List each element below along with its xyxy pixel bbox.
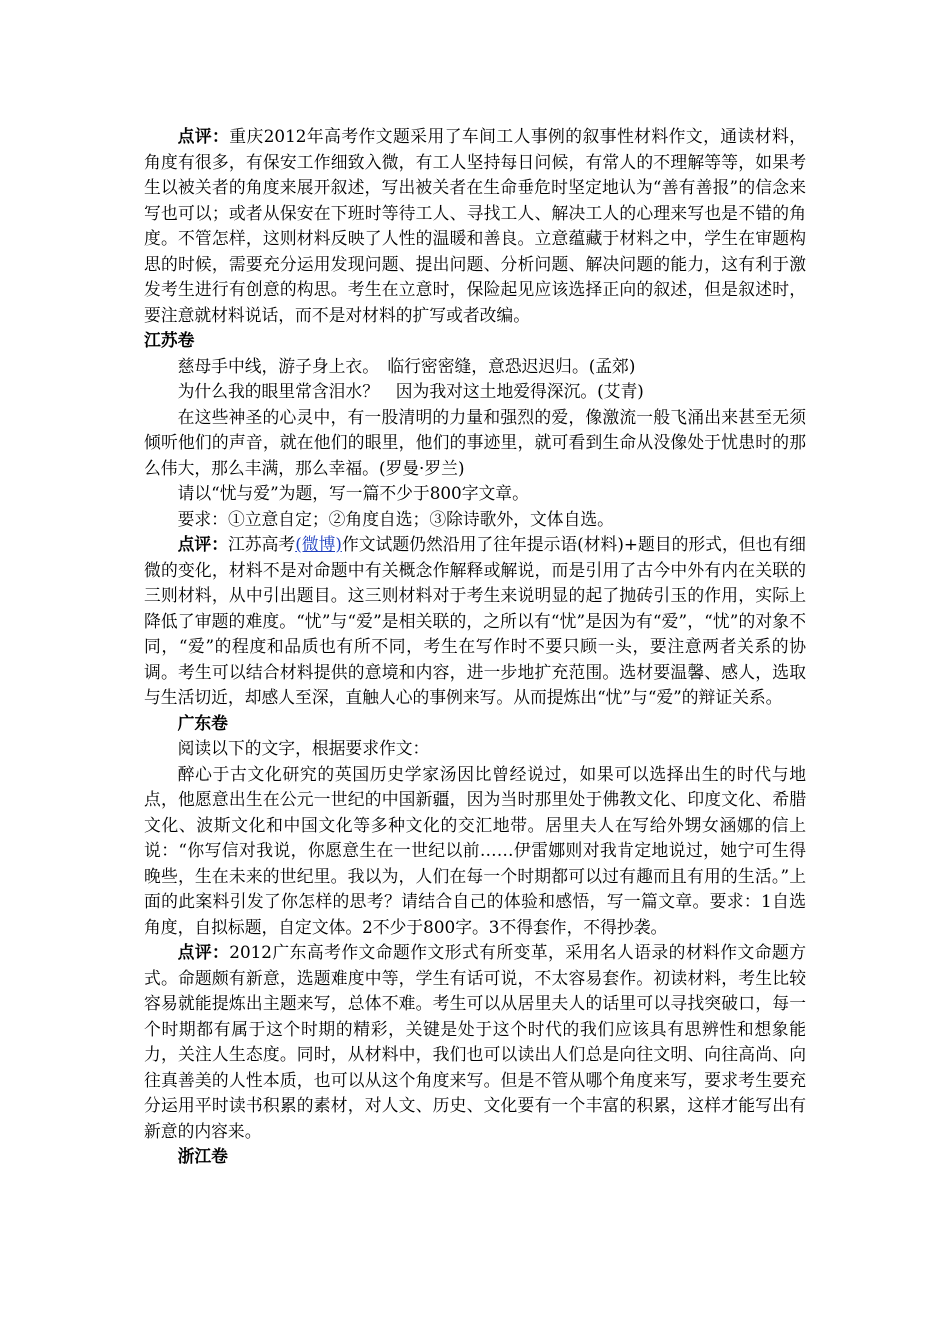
poem-meng-jiao: 慈母手中线，游子身上衣。 临行密密缝，意恐迟迟归。(孟郊) — [177, 355, 636, 376]
comment-text: 2012广东高考作文命题作文形式有所变革，采用名人语录的材料作文命题方式。命题颇有新意，选题难度中等，学生有话可说，不太容易套作。初读材料，考生比较容易就能提炼出主题来写，总体不难。考生可以从居里夫人的话里可以寻找突破口，每一个时期都有属于这个时期的精彩，关键是处于这个时代的我们应该具有思辨性和想象能力，关注人生态度。同时，从材料中，我们也可以读出人们总是向往文明、向往高尚、向往真善美的人性本质，也可以从这个角度来写。但是不管从哪个角度来写，要求考生要充分运用平时读书积累的素材，对人文、历史、文化要有一个丰富的积累，这样才能写出有新意的内容来。 — [144, 942, 806, 1141]
section-heading-jiangsu: 江苏卷 — [144, 330, 195, 350]
poem-ai-qing: 为什么我的眼里常含泪水？ 因为我对这土地爱得深沉。(艾青) — [177, 381, 644, 401]
jiangsu-requirements: 要求：①立意自定；②角度自选；③除诗歌外，文体自选。 — [177, 508, 614, 529]
weibo-link[interactable]: (微博) — [295, 534, 342, 554]
jiangsu-task: 请以“忧与爱”为题，写一篇不少于800字文章。 — [177, 483, 529, 503]
guangdong-instruction: 阅读以下的文字，根据要求作文： — [177, 738, 430, 758]
guangdong-comment — [144, 940, 806, 1144]
comment-text: 重庆2012年高考作文题采用了车间工人事例的叙事性材料作文，通读材料，角度有很多，有保安工作细致入微，有工人坚持每日问候，有常人的不理解等等，如果考生以被关者的角度来展开叙述，写出被关者在生命垂危时坚定地认为“善有善报”的信念来写也可以；或者从保安在下班时等待工人、寻找工人、解决工人的心理来写也是不错的角度。不管怎样，这则材料反映了人性的温暖和善良。立意蕴藏于材料之中，学生在审题构思的时候，需要充分运用发现问题、提出问题、分析问题、解决问题的能力，这有利于激发考生进行有创意的构思。考生在立意时，保险起见应该选择正向的叙述，但是叙述时，要注意就材料说话，而不是对材料的扩写或者改编。 — [144, 126, 806, 325]
comment-label: 点评： — [177, 534, 228, 554]
guangdong-material: 醉心于古文化研究的英国历史学家汤因比曾经说过，如果可以选择出生的时代与地点，他愿意出生在公元一世纪的中国新疆，因为当时那里处于佛教文化、印度文化、希腊文化、波斯文化和中国文化等多种文化的交汇地带。居里夫人在写给外甥女涵娜的信上说：“你写信对我说，你愿意生在一世纪以前……伊雷娜则对我肯定地说过，她宁可生得晚些，生在未来的世纪里。我以为，人们在每一个时期都可以过有趣而且有用的生活。”上面的此案料引发了你怎样的思考？请结合自己的体验和感悟，写一篇文章。要求：1自选角度，自拟标题，自定文体。2不少于800字。3不得套作，不得抄袭。 — [144, 763, 806, 937]
chongqing-comment — [144, 124, 806, 328]
section-heading-zhejiang: 浙江卷 — [177, 1146, 228, 1166]
section-heading-guangdong: 广东卷 — [177, 712, 228, 733]
comment-text-post: 作文试题仍然沿用了往年提示语(材料)+题目的形式，但也有细微的变化，材料不是对命题中有关概念作解释或解说，而是引用了古今中外有内在关联的三则材料，从中引出题目。这三则材料对于考生来说明显的起了抛砖引玉的作用，实际上降低了审题的难度。“忧”与“爱”是相关联的，之所以有“忧”是因为有“爱”，“忧”的对象不同，“爱”的程度和品质也有所不同，考生在写作时不要只顾一头，要注意两者关系的协调。考生可以结合材料提供的意境和内容，进一步地扩充范围。选材要温馨、感人，选取与生活切近，却感人至深，直触人心的事例来写。从而提炼出“忧”与“爱”的辩证关系。 — [144, 534, 806, 707]
comment-text-pre: 江苏高考 — [228, 534, 296, 554]
quote-romain-rolland: 在这些神圣的心灵中，有一股清明的力量和强烈的爱，像激流一般飞涌出来甚至无须倾听他们的声音，就在他们的眼里，他们的事迹里，就可看到生命从没像处于忧患时的那么伟大，那么丰满，那么幸福。(罗曼·罗兰) — [144, 406, 806, 478]
document-body — [144, 124, 806, 1170]
jiangsu-comment — [144, 532, 806, 711]
comment-label: 点评： — [177, 126, 230, 146]
comment-label: 点评： — [177, 942, 230, 962]
